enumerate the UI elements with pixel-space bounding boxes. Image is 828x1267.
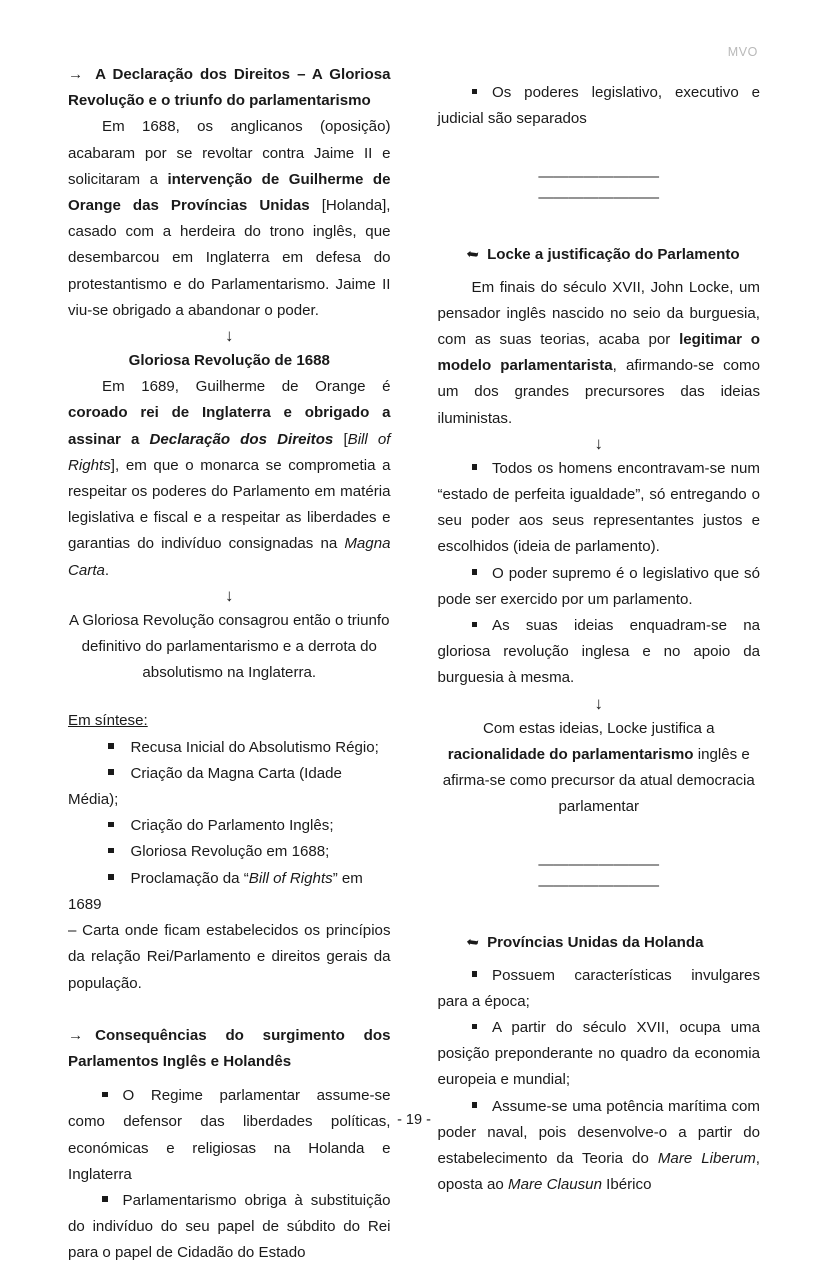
list-item [68,761,391,813]
center-locke-seg3: inglês e afirma-se como precursor da atual democracia parlamentar [442,745,755,816]
list-item-seg5: Ibérico [601,1176,652,1194]
center-locke-seg1: Com estas ideias, Locke justifica a [482,719,715,737]
list-item-mare-clausun: Mare Clausun [508,1176,602,1194]
synthesis-bullet-list [68,735,391,918]
left-column [68,62,391,1267]
list-item [68,839,391,865]
list-item [438,80,761,132]
square-bullet-icon [108,769,114,775]
list-item [438,561,761,613]
list-item-seg1: Assume-se uma potência marítima com poder naval, pois desenvolve-o a partir do estabelecimento da Teoria do [437,1097,760,1168]
heading-declaracao-direitos-text: A Declaração dos Direitos – A Gloriosa Revolução e o triunfo do parlamentarismo [68,66,391,110]
synthesis-label: Em síntese: [68,712,148,730]
arrow-right-icon: → [68,1026,84,1044]
list-item [438,1015,761,1094]
list-item-label: Os poderes legislativo, executivo e judicial são separados [437,84,760,128]
list-item-seg3: , oposta ao [437,1150,760,1194]
arrow-down-icon-4: ↓ [594,693,603,713]
para-1689-bold-italic: Declaração dos Direitos [149,430,334,448]
list-item-label: Todos os homens encontravam-se num “estado de perfeita igualdade”, só entregando o seu poder aos seus representantes justos e escolhidos (ideia de parlamento). [437,459,760,556]
para-1689-seg4: [ [333,430,348,448]
para-locke-bold: legitimar o modelo parlamentarista [437,331,761,375]
header-watermark: MVO [727,45,758,59]
center-block-locke [438,716,761,821]
list-item-label: O poder supremo é o legislativo que só pode ser exercido por um parlamento. [437,564,760,608]
para-1689-bold: coroado rei de Inglaterra e obrigado a assinar a [68,404,391,448]
square-bullet-icon [102,1092,108,1098]
para-1689-magna-carta: Magna Carta [68,535,391,579]
pen-marker-icon: ➥ [464,933,480,953]
arrow-down-icon-3: ↓ [594,433,603,453]
list-item-label: Parlamentarismo obriga à substituição do indivíduo do seu papel de súbdito do Rei para o papel de Cidadão do Estado [68,1191,391,1262]
subtitle-gloriosa-revolucao-1688: Gloriosa Revolução de 1688 [128,352,330,370]
list-item-label: Criação do Parlamento Inglês; [130,817,334,835]
list-item-label: Possuem características invulgares para a época; [437,966,760,1010]
list-item [68,1083,391,1188]
pen-marker-icon: ➥ [464,245,480,265]
para-1689-seg8: . [104,561,110,579]
list-item-label: Criação da Magna Carta (Idade Média); [68,764,342,809]
square-bullet-icon [108,874,114,880]
list-item [438,456,761,561]
para-1688-seg3: [Holanda], casado com a herdeira do trono inglês, que desembarcou em Inglaterra em defesa do protestantismo e do Parlamentarismo. Jaime II viu-se obrigado a abandonar o poder. [68,197,391,319]
square-bullet-icon [472,622,478,628]
square-bullet-icon [472,464,478,470]
section-separator-1-line-2: ———————— [538,189,660,207]
list-item [68,735,391,761]
heading-declaracao-direitos [68,62,391,114]
list-item-bill-of-rights: Bill of Rights [248,869,333,887]
section-separator-2-line-2: ———————— [538,877,660,895]
list-item-label: A partir do século XVII, ocupa uma posição preponderante no quadro da economia europeia e mundial; [437,1019,760,1089]
square-bullet-icon [472,971,478,977]
list-item [68,813,391,839]
square-bullet-icon [472,569,478,575]
square-bullet-icon [108,822,114,828]
heading-provincias-unidas [438,930,761,956]
square-bullet-icon [472,89,478,95]
square-bullet-icon [108,743,114,749]
heading-locke-text: Locke a justificação do Parlamento [487,246,740,264]
square-bullet-icon [108,848,114,854]
para-1688-seg1: Em 1688, os anglicanos (oposição) acabaram por se revoltar contra Jaime II e solicitaram a [68,118,391,188]
list-item-seg1: Proclamação da “ [130,869,249,887]
synthesis-continuation: – Carta onde ficam estabelecidos os princípios da relação Rei/Parlamento e direitos gerais da população. [68,922,391,992]
para-1688-bold: intervenção de Guilherme de Orange das Províncias Unidas [68,170,391,215]
heading-locke [438,242,761,268]
page-number: - 19 - [397,1112,431,1128]
two-column-body [0,62,828,1267]
list-item-seg3: ” em 1689 [68,869,363,913]
arrow-right-icon: → [68,66,84,83]
arrow-down-icon-2: ↓ [225,585,234,605]
paragraph-1688 [68,114,391,324]
page-footer [0,1112,828,1128]
heading-consequencias [68,1023,391,1075]
square-bullet-icon [102,1196,108,1202]
synthesis-label-wrap [68,708,391,734]
list-item [68,866,391,918]
right-column [438,62,761,1267]
section-separator-2-line-1: ———————— [538,856,660,874]
list-item-label: O Regime parlamentar assume-se como defensor das liberdades políticas, económicas e religiosas na Holanda e Inglaterra [68,1087,391,1183]
paragraph-1689 [68,374,391,584]
para-1689-bill-of-rights: Bill of Rights [68,430,391,474]
para-1689-seg1: Em 1689, Guilherme de Orange é [102,378,391,396]
para-locke-seg1: Em finais do século XVII, John Locke, um pensador inglês nascido no seio da burguesia, com as suas teorias, acaba por [437,278,760,349]
list-item-label: Recusa Inicial do Absolutismo Régio; [130,738,379,756]
para-locke-seg3: , afirmando-se como um dos grandes precursores das ideias iluministas. [437,357,761,427]
list-item [68,1188,391,1267]
list-item [438,613,761,692]
heading-consequencias-text: Consequências do surgimento dos Parlamentos Inglês e Holandês [68,1026,391,1070]
list-item [438,963,761,1015]
list-item-label: Gloriosa Revolução em 1688; [130,843,330,861]
list-item-mare-liberum: Mare Liberum [657,1150,756,1168]
paragraph-locke [438,275,761,432]
section-separator-1-line-1: ———————— [538,168,660,186]
heading-provincias-text: Províncias Unidas da Holanda [487,934,704,952]
para-1689-seg6: ], em que o monarca se comprometia a respeitar os poderes do Parlamento em matéria legislativa e fiscal e a respeitar as liberdades e garantias do indivíduo consignadas na [68,456,391,553]
center-block-gloriosa-revolucao: A Gloriosa Revolução consagrou então o triunfo definitivo do parlamentarismo e a derrota do absolutismo na Inglaterra. [68,611,390,682]
square-bullet-icon [472,1102,478,1108]
center-locke-bold: racionalidade do parlamentarismo [447,745,694,763]
list-item-label: As suas ideias enquadram-se na gloriosa revolução inglesa e no apoio da burguesia à mesma. [437,617,760,687]
arrow-down-icon-1: ↓ [225,326,234,346]
list-item [438,1094,761,1199]
square-bullet-icon [472,1024,478,1030]
